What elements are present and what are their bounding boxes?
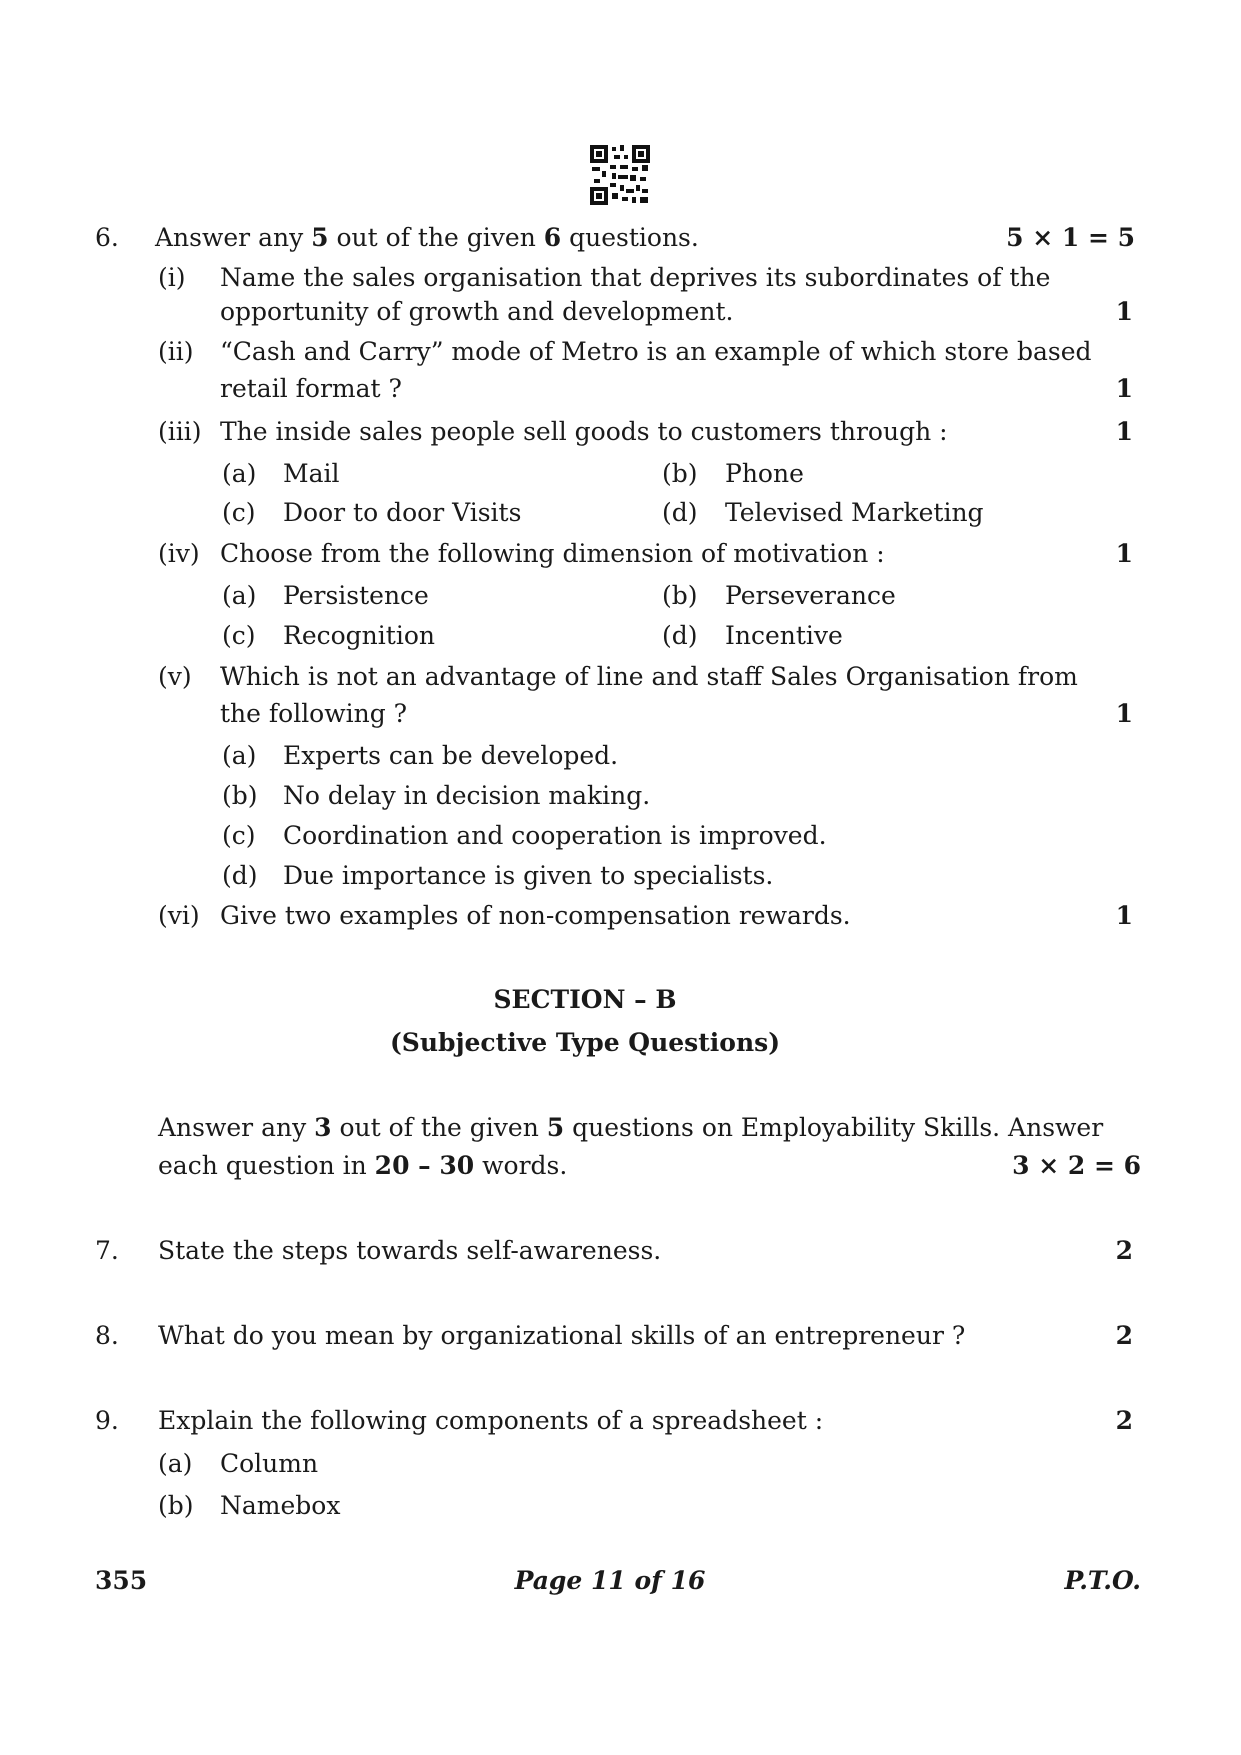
q7-number: 7. [95,1236,119,1265]
option-key: (b) [158,1491,194,1520]
option-text: Perseverance [725,581,896,610]
option-text: Phone [725,459,804,488]
sub-label: (vi) [158,901,200,930]
option-key: (d) [662,621,698,650]
sub-label: (ii) [158,337,194,366]
option-text: Recognition [283,621,435,650]
sub-marks: 1 [1115,297,1133,326]
sub-marks: 1 [1115,539,1133,568]
option-text: Coordination and cooperation is improved. [283,821,827,850]
option-text: Incentive [725,621,843,650]
sub-text: the following ? [220,699,408,728]
option-key: (b) [662,581,698,610]
option-key: (c) [222,821,256,850]
q6-instruction: Answer any 5 out of the given 6 questions. [155,223,699,252]
qr-code-icon [590,145,650,205]
q9-marks: 2 [1115,1406,1133,1435]
sub-text: Choose from the following dimension of motivation : [220,539,885,568]
sub-label: (iv) [158,539,200,568]
sub-text: The inside sales people sell goods to customers through : [220,417,948,446]
sub-label: (v) [158,662,192,691]
q9-text: Explain the following components of a spreadsheet : [158,1406,824,1435]
option-text: Column [220,1449,319,1478]
option-key: (d) [662,498,698,527]
q8-marks: 2 [1115,1321,1133,1350]
section-title: SECTION – B [493,985,677,1014]
pto: P.T.O. [1064,1566,1141,1595]
option-key: (a) [158,1449,193,1478]
sub-text: Which is not an advantage of line and staff Sales Organisation from [220,662,1078,691]
sub-label: (iii) [158,417,202,446]
option-key: (a) [222,741,257,770]
section-marks: 3 × 2 = 6 [1012,1151,1141,1180]
option-text: Mail [283,459,340,488]
option-key: (c) [222,498,256,527]
option-key: (d) [222,861,258,890]
sub-text: retail format ? [220,374,402,403]
option-text: Door to door Visits [283,498,522,527]
option-key: (a) [222,459,257,488]
page-number: Page 11 of 16 [514,1566,706,1595]
sub-text: opportunity of growth and development. [220,297,734,326]
q6-marks: 5 × 1 = 5 [1006,223,1135,252]
sub-marks: 1 [1115,901,1133,930]
sub-marks: 1 [1115,699,1133,728]
section-subtitle: (Subjective Type Questions) [389,1028,781,1057]
q7-marks: 2 [1115,1236,1133,1265]
sub-text: Name the sales organisation that deprives its subordinates of the [220,263,1051,292]
option-key: (c) [222,621,256,650]
q8-text: What do you mean by organizational skills of an entrepreneur ? [158,1321,966,1350]
q7-text: State the steps towards self-awareness. [158,1236,662,1265]
option-key: (b) [222,781,258,810]
sub-text: Give two examples of non-compensation rewards. [220,901,851,930]
option-key: (a) [222,581,257,610]
paper-code: 355 [95,1566,148,1595]
option-text: Televised Marketing [725,498,984,527]
option-text: Due importance is given to specialists. [283,861,774,890]
section-instruction-line2: each question in 20 – 30 words. [158,1151,568,1180]
section-instruction: Answer any 3 out of the given 5 questions on Employability Skills. Answer [158,1113,1104,1142]
sub-marks: 1 [1115,374,1133,403]
sub-marks: 1 [1115,417,1133,446]
q6-number: 6. [95,223,119,252]
option-text: Namebox [220,1491,341,1520]
q8-number: 8. [95,1321,119,1350]
option-text: Experts can be developed. [283,741,619,770]
q9-number: 9. [95,1406,119,1435]
option-text: Persistence [283,581,429,610]
sub-label: (i) [158,263,186,292]
sub-text: “Cash and Carry” mode of Metro is an example of which store based [220,337,1092,366]
option-key: (b) [662,459,698,488]
option-text: No delay in decision making. [283,781,651,810]
